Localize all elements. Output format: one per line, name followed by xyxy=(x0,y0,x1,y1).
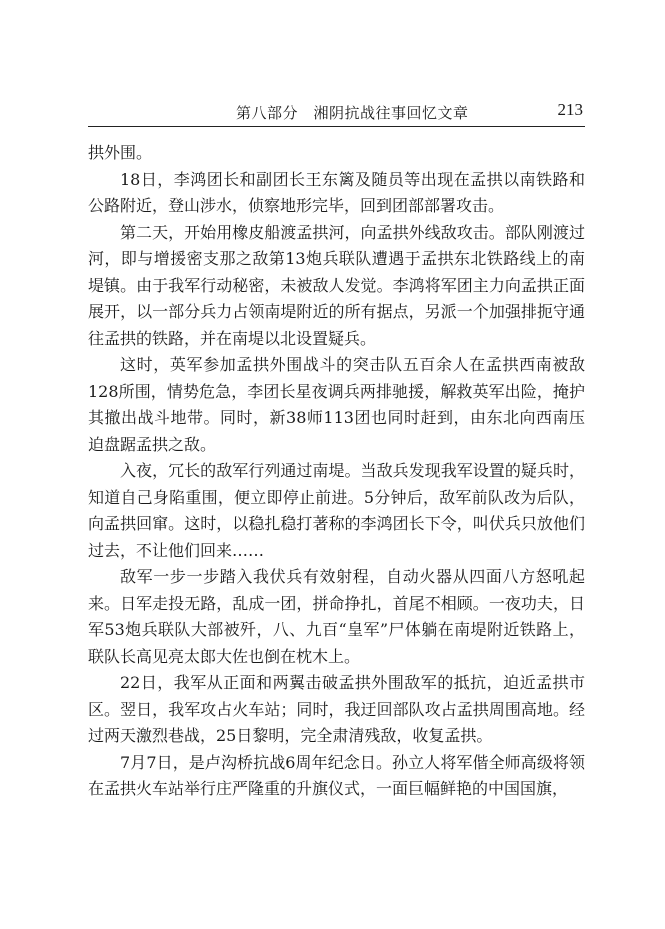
body-text xyxy=(88,140,585,803)
paragraph: 敌军一步一步踏入我伏兵有效射程，自动火器从四面八方怒吼起来。日军走投无路，乱成一团，拼命挣扎，首尾不相顾。一夜功夫，日军53炮兵联队大部被歼，八、九百“皇军”尸体躺在南堤附近铁路上，联队长高见亮太郎大佐也倒在枕木上。 xyxy=(88,567,585,666)
paragraph: 入夜，冗长的敌军行列通过南堤。当敌兵发现我军设置的疑兵时，知道自己身陷重围，便立即停止前进。5分钟后，敌军前队改为后队，向孟拱回窜。这时，以稳扎稳打著称的李鸿团长下令，叫伏兵只放他们过去，不让他们回来…… xyxy=(88,461,585,560)
paragraph: 22日，我军从正面和两翼击破孟拱外围敌军的抵抗，迫近孟拱市区。翌日，我军攻占火车站；同时，我迂回部队攻占孟拱周围高地。经过两天激烈巷战，25日黎明，完全肃清残敌，收复孟拱。 xyxy=(88,673,585,745)
paragraph: 这时，英军参加孟拱外围战斗的突击队五百余人在孟拱西南被敌128所围，情势危急，李团长星夜调兵两排驰援，解救英军出险，掩护其撤出战斗地带。同时，新38师113团也同时赶到，由东北向西南压迫盘踞孟拱之敌。 xyxy=(88,355,585,454)
paragraph: 7月7日，是卢沟桥抗战6周年纪念日。孙立人将军偕全师高级将领在孟拱火车站举行庄严隆重的升旗仪式，一面巨幅鲜艳的中国国旗， xyxy=(88,752,585,798)
paragraph-continuation: 拱外围。 xyxy=(88,143,153,162)
paragraph: 第二天，开始用橡皮船渡孟拱河，向孟拱外线敌攻击。部队刚渡过河，即与增援密支那之敌第13炮兵联队遭遇于孟拱东北铁路线上的南堤镇。由于我军行动秘密，未被敌人发觉。李鸿将军团主力向孟拱正面展开，以一部分兵力占领南堤附近的所有据点，另派一个加强排扼守通往孟拱的铁路，并在南堤以北设置疑兵。 xyxy=(88,222,585,348)
running-header xyxy=(88,98,585,127)
paragraph: 18日，李鸿团长和副团长王东篱及随员等出现在孟拱以南铁路和公路附近，登山涉水，侦察地形完毕，回到团部部署攻击。 xyxy=(88,169,585,215)
header-title: 第八部分 湘阴抗战往事回忆文章 xyxy=(236,104,469,122)
page-number: 213 xyxy=(557,100,583,119)
